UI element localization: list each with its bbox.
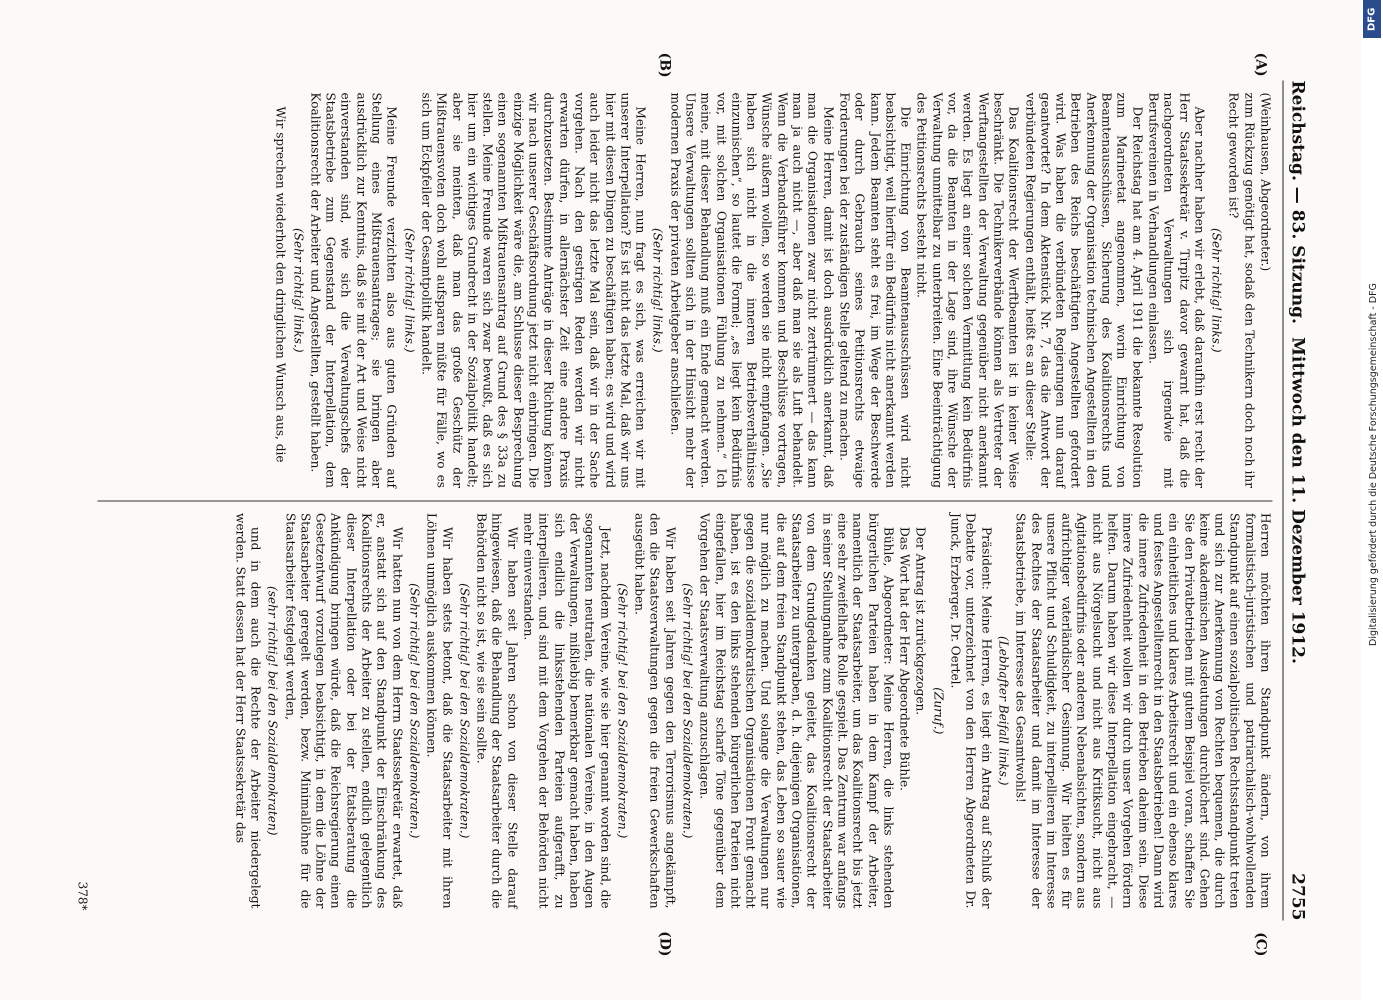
paragraph: Wir hatten nun von dem Herrn Staatssekretär erwartet, daß er, anstatt sich auf den Standpunkt der Einschränkung des Koalitionsrechts der Arbeiter zu stellen, endlich gelegentlich dieser Interpellation oder bei der Etatsberatung die Ankündigung bringen würde, daß die Reichsregierung einen Gesetzentwurf vorzulegen beabsichtigt, in dem die Löhne der Staatsarbeiter geregelt werden, bezw. Minimallöhne für die Staatsarbeiter festgelegt werden, (283, 513, 405, 909)
digitization-credit: Digitalisierung gefördert durch die Deutsche Forschungsgemeinschaft - DFG (1368, 283, 1379, 646)
paragraph: Wir haben stets betont, daß die Staatsarbeiter mit ihren Löhnen unmöglich auskommen können. (424, 513, 455, 909)
paragraph: Das Koalitionsrecht der Werftbeamten ist in keiner Weise beschränkt. Die Technikerverbände können als Vertreter der Werftangestellten der Verwaltung gegenüber nicht anerkannt werden. Es liegt an einer solchen Vermittlung kein Bedürfnis vor, da die Beamten in der Lage sind, ihre Wünsche der Verwaltung unmittelbar zu unterbreiten. Eine Beeinträchtigung des Petitionsrechts besteht nicht. (914, 92, 1021, 488)
paragraph: Aber nachher haben wir erlebt, daß daraufhin erst recht der Herr Staatssekretär v. Tirpitz davor gewarnt hat, daß die nachgeordneten Verwaltungen sich irgendwie mit Berufsvereinen in Verhandlungen einlassen. (1146, 92, 1207, 488)
reaction-note: (Lebhafter Beifall links.) (996, 635, 1011, 786)
paragraph: Wir haben seit Jahren schon von dieser Stelle darauf hingewiesen, daß die Behandlung der Staatsarbeiter durch die Behörden nicht so ist, wie sie sein sollte. (474, 513, 520, 909)
header-date: Mittwoch den 11. Dezember 1912. (1287, 337, 1308, 664)
paragraph: Herren möchten ihren Standpunkt ändern, von ihrem formalistisch-juristischen und patriarchalisch-wohlwollenden Standpunkt auf einen sozialpolitischen Rechtsstandpunkt treten und sich zur Anerkennung von Rechten bequemen, die durch keine akademischen Ausdeutungen durchlöchert sind. Gehen Sie den Privatbetrieben mit gutem Beispiel voran, schaffen Sie ein einheitliches und klares Arbeitsrecht und ein ebenso klares und festes Angestelltenrecht in den Staatsbetrieben! Dann wird die innere Zufriedenheit in den Betrieben daheim sein. Diese innere Zufriedenheit wollen wir durch unser Vorgehen fördern helfen. Darum haben wir diese Interpellation eingebracht, — nicht aus Nörgelsucht und nicht aus Kritiksucht, nicht aus Agitationsbedürfnis oder anderen Nebenabsichten, sondern aus aufrichtiger vaterländischer Gesinnung. Wir hielten es für unsere Pflicht und Schuldigkeit, zu interpellieren im Interesse des Rechtes der Staatsarbeiter und damit im Interesse der Staatsbetriebe, im Interesse des Gesamtwohls! (1013, 513, 1273, 909)
paragraph: Wir haben seit Jahren gegen den Terrorismus angekämpft, den die Staatsverwaltungen gegen die freien Gewerkschaften ausgeübt haben. (632, 513, 678, 909)
reaction-note: (Sehr richtig! links.) (402, 227, 417, 353)
margin-marker-c: (C) (1252, 932, 1269, 957)
reaction-note: (Sehr richtig! links.) (650, 227, 665, 353)
left-text-column (98, 81, 1273, 501)
margin-marker-a: (A) (1252, 52, 1269, 77)
paragraph: (Weinhausen, Abgeordneter.) (1258, 92, 1273, 272)
header-session: Reichstag. — 83. Sitzung. (1287, 80, 1308, 324)
right-text-column (98, 500, 1273, 921)
paragraph: Meine Herren, nun fragt es sich, was erreichen wir mit unserer Interpellation? Es ist nicht das letzte Mal, daß wir uns hier mit diesen Dingen zu beschäftigen haben; es wird und wird auch leider nicht das letzte Mal sein, daß wir in der Sache vorgehen. Nach den gestrigen Reden werden wir nicht erwarten dürfen, in allernächster Zeit eine andere Praxis durchzusetzen. Bestimmte Anträge in dieser Richtung können wir nach unserer Geschäftsordnung jetzt nicht einbringen. Die einzige Möglichkeit wäre die, am Schlusse dieser Besprechung einen sogenannten Mißtrauensantrag auf Grund des § 33a zu stellen. Meine Freunde waren sich zwar bewußt, daß es sich hier um ein wichtiges Grundrecht in der Sozialpolitik handelt; aber sie meinten, daß man das große Geschütz der Mißtrauensvoten doch wohl aufsparen müßte für Fälle, wo es sich um Eckpfeiler der Gesamtpolitik handelt. (419, 92, 648, 488)
digitization-credit-strip (1361, 0, 1383, 1000)
margin-marker-b: (B) (656, 52, 673, 78)
reaction-note: (Sehr richtig! bei den Sozialdemokraten.) (615, 583, 630, 839)
dfg-logo: DFG (1363, 0, 1381, 38)
paragraph: Meine Freunde verzichten also aus guten Gründen auf Stellung eines Mißtrauensantrages; sie bringen aber ausdrücklich zur Kenntnis, daß sie mit der Art und Weise nicht einverstanden sind, wie sich die Verwaltungschefs der Staatsbetriebe zum Gegenstand der Interpellation, dem Koalitionsrecht der Arbeiter und Angestellten, gestellt haben. (308, 92, 399, 488)
paragraph: Meine Herren, damit ist doch ausdrücklich anerkannt, daß man die Organisationen zwar nicht zertrümmert — das kann man ja auch nicht —, aber daß man sie als Luft behandelt. Wenn die Verbandsführer kommen und Beschlüsse vortragen, Wünsche äußern wollen, so werden sie nicht empfangen. „Sie haben sich nicht in die inneren Betriebsverhältnisse einzumischen“, so lautet die Formel; „es liegt kein Bedürfnis vor, mit solchen Organisationen Fühlung zu nehmen.“ Ich meine, mit dieser Behandlung muß ein Ende gemacht werden. Unsere Verwaltungen sollten sich in der Hinsicht mehr der modernen Praxis der privaten Arbeitgeber anschließen. (668, 92, 836, 488)
paragraph: Jetzt, nachdem Vereine, wie sie hier genannt worden sind, die sogenannten neutralen, die nationalen Vereine, in den Augen der Verwaltungen, mißliebig bemerkbar gemacht haben, haben sich endlich die linksstehenden Parteien aufgerafft, zu interpellieren, und sind mit dem Vorgehen der Behörden nicht mehr einverstanden. (521, 513, 613, 909)
running-header (1283, 81, 1313, 921)
reaction-note: (Sehr richtig! links.) (291, 227, 306, 353)
reaction-note: (Sehr richtig! bei den Sozialdemokraten.) (457, 583, 472, 839)
paragraph: Der Antrag ist zurückgezogen. (913, 527, 928, 716)
paragraph: Das Wort hat der Herr Abgeordnete Bühle. (897, 527, 912, 791)
text-columns (98, 81, 1273, 921)
reaction-note: (Sehr richtig! bei den Sozialdemokraten.) (680, 583, 695, 839)
reaction-note: (Sehr richtig! bei den Sozialdemokraten.) (407, 583, 422, 839)
paragraph: Präsident: Meine Herren, es liegt ein Antrag auf Schluß der Debatte vor, unterzeichnet von den Herren Abgeordneten Dr. Junck, Erzberger, Dr. Oertel. (948, 513, 994, 909)
paragraph: Der Reichstag hat am 4. April 1911 die bekannte Resolution zum Marineetat angenommen, worin Einrichtung von Beamtenausschüssen, Sicherung des Koalitionsrechts und Anerkennung der Organisation technischen Angestellten in den Betrieben des Reichs beschäftigten Angestellten gefordert wird. Was haben die verbündeten Regierungen nun darauf geantwortet? In dem Aktenstück Nr. 7, das die Antwort der verbündeten Regierungen enthält, heißt es an dieser Stelle: (1023, 92, 1145, 488)
reaction-note: (sehr richtig! bei den Sozialdemokraten) (265, 586, 280, 836)
rotated-document-page (68, 51, 1333, 957)
paragraph: zum Rückzug genötigt hat, sodaß den Technikern doch noch ihr Recht geworden ist? (1226, 92, 1257, 488)
paragraph: und in dem auch die Rechte der Arbeiter niedergelegt werden. Statt dessen hat der Herr Staatssekretär das (233, 513, 263, 909)
header-page-number: 2755 (1287, 873, 1308, 921)
reaction-note: (Zuruf.) (931, 687, 946, 735)
paragraph: Die Einrichtung von Beamtenausschüssen wird nicht beabsichtigt, weil hierfür ein Bedürfnis nicht anerkannt werden kann. Jedem Beamten steht es frei, im Wege der Beschwerde oder durch Gebrauch seines Petitionsrechts etwaige Forderungen bei der zuständigen Stelle geltend zu machen. (837, 92, 913, 488)
reaction-note: (Sehr richtig! links.) (1209, 227, 1224, 353)
margin-marker-d: (D) (656, 931, 673, 957)
paragraph: Bühle, Abgeordneter: Meine Herren, die links stehenden bürgerlichen Parteien haben in dem Kampf der Arbeiter, namentlich der Staatsarbeiter, um das Koalitionsrecht bis jetzt eine sehr zweifelhafte Rolle gespielt. Das Zentrum war anfangs in seiner Stellungnahme zum Koalitionsrecht der Staatsarbeiter von dem Grundgedanken geleitet, das Koalitionsrecht der Staatsarbeiter zu untergraben, d. h. diejenigen Organisationen, die auf dem freien Standpunkt stehen, das Leben so sauer wie nur möglich zu machen. Und solange die Verwaltungen nur gegen die sozialdemokratischen Organisationen Front gemacht haben, ist es den links stehenden bürgerlichen Parteien nicht eingefallen, hier im Reichstag scharfe Töne gegenüber dem Vorgehen der Staatsverwaltung anzuschlagen. (697, 513, 896, 909)
sheet-signature: 378* (75, 881, 90, 911)
paragraph: Wir sprechen wiederholt den dringlichen Wunsch aus, die (273, 106, 288, 463)
